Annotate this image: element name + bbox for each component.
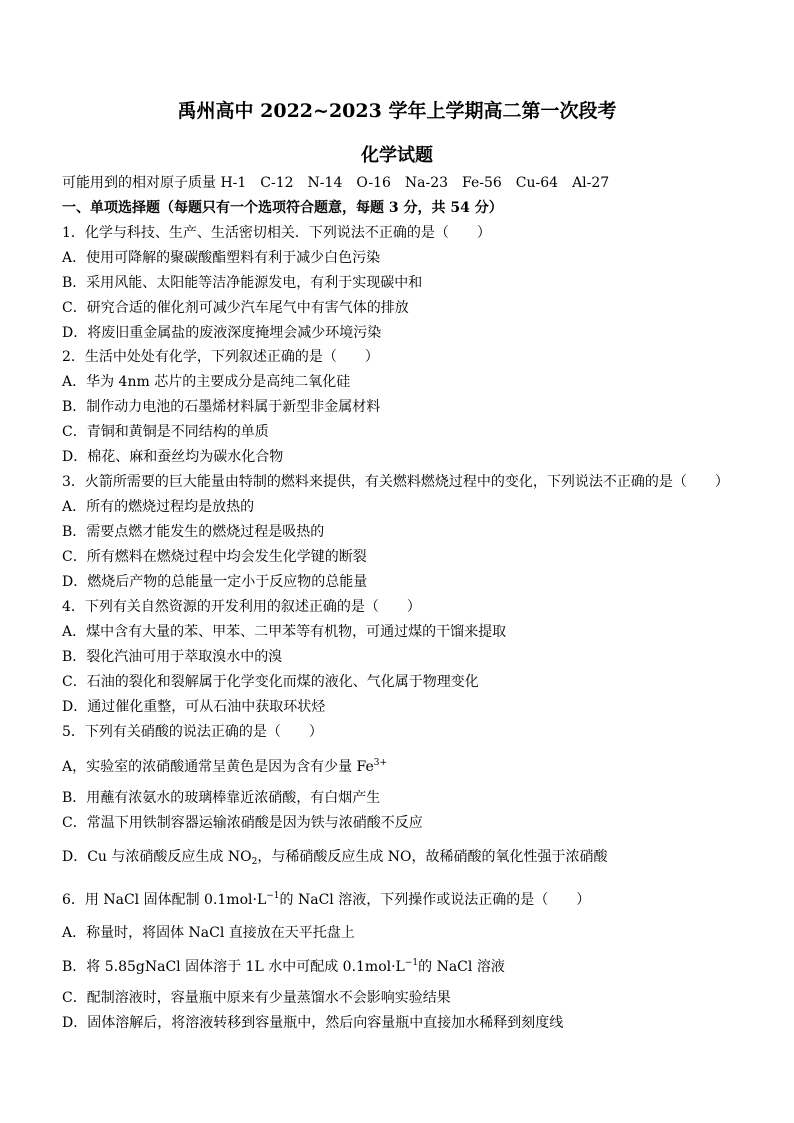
question-1-option-c: C．研究合适的催化剂可减少汽车尾气中有害气体的排放 xyxy=(62,300,409,316)
question-1-option-d: D．将废旧重金属盐的废液深度掩埋会减少环境污染 xyxy=(62,325,382,341)
question-6-option-d: D．固体溶解后，将溶液转移到容量瓶中，然后向容量瓶中直接加水稀释到刻度线 xyxy=(62,1015,564,1031)
question-6-option-a: A．称量时，将固体 NaCl 直接放在天平托盘上 xyxy=(62,925,355,941)
question-6-option-c: C．配制溶液时，容量瓶中原来有少量蒸馏水不会影响实验结果 xyxy=(62,990,451,1006)
charge-superscript: 3+ xyxy=(373,758,388,768)
question-3-option-b: B．需要点燃才能发生的燃烧过程是吸热的 xyxy=(62,524,325,540)
question-4-option-d: D．通过催化重整，可从石油中获取环状烃 xyxy=(62,699,326,715)
unit-superscript: −1 xyxy=(266,891,280,901)
question-6-stem-pre: 6．用 NaCl 固体配制 0.1mol·L xyxy=(62,892,267,908)
question-5-option-d-post: ，与稀硝酸反应生成 NO，故稀硝酸的氧化性强于浓硝酸 xyxy=(257,849,608,865)
question-2-stem: 2．生活中处处有化学，下列叙述正确的是（ ） xyxy=(62,349,379,365)
question-6-option-b-pre: B．将 5.85gNaCl 固体溶于 1L 水中可配成 0.1mol·L xyxy=(62,959,405,975)
question-2-option-b: B．制作动力电池的石墨烯材料属于新型非金属材料 xyxy=(62,399,381,415)
question-1-stem: 1．化学与科技、生产、生活密切相关．下列说法不正确的是（ ） xyxy=(62,225,491,241)
question-5-option-c: C．常温下用铁制容器运输浓硝酸是因为铁与浓硝酸不反应 xyxy=(62,815,423,831)
question-2-option-c: C．青铜和黄铜是不同结构的单质 xyxy=(62,424,269,440)
atomic-masses-note: 可能用到的相对原子质量 H-1 C-12 N-14 O-16 Na-23 Fe-56 Cu-64 Al-27 xyxy=(62,175,610,191)
question-6-option-b xyxy=(62,958,742,976)
question-3-stem: 3．火箭所需要的巨大能量由特制的燃料来提供，有关燃料燃烧过程中的变化，下列说法不正确的是（ ） xyxy=(62,474,729,490)
question-3-option-d: D．燃烧后产物的总能量一定小于反应物的总能量 xyxy=(62,574,368,590)
question-1-option-b: B．采用风能、太阳能等洁净能源发电，有利于实现碳中和 xyxy=(62,275,423,291)
question-6-option-b-post: 的 NaCl 溶液 xyxy=(418,959,505,975)
question-3-option-c: C．所有燃料在燃烧过程中均会发生化学键的断裂 xyxy=(62,549,367,565)
question-4-stem: 4．下列有关自然资源的开发利用的叙述正确的是（ ） xyxy=(62,599,421,615)
question-5-stem: 5．下列有关硝酸的说法正确的是（ ） xyxy=(62,724,323,740)
question-3-option-a: A．所有的燃烧过程均是放热的 xyxy=(62,499,255,515)
section-heading: 一、单项选择题（每题只有一个选项符合题意，每题 3 分，共 54 分） xyxy=(62,200,503,216)
exam-title: 禹州高中 2022~2023 学年上学期高二第一次段考 xyxy=(177,100,617,122)
question-5-option-d xyxy=(62,848,742,866)
question-4-option-c: C．石油的裂化和裂解属于化学变化而煤的液化、气化属于物理变化 xyxy=(62,674,479,690)
question-4-option-b: B．裂化汽油可用于萃取溴水中的溴 xyxy=(62,649,283,665)
question-4-option-a: A．煤中含有大量的苯、甲苯、二甲苯等有机物，可通过煤的干馏来提取 xyxy=(62,624,507,640)
question-5-option-d-pre: D．Cu 与浓硝酸反应生成 NO xyxy=(62,849,252,865)
exam-subtitle: 化学试题 xyxy=(361,145,433,166)
question-5-option-a xyxy=(62,758,742,776)
unit-superscript: −1 xyxy=(404,958,419,968)
question-5-option-b: B．用蘸有浓氨水的玻璃棒靠近浓硝酸，有白烟产生 xyxy=(62,790,381,806)
question-6-stem xyxy=(62,891,742,909)
question-1-option-a: A．使用可降解的聚碳酸酯塑料有利于减少白色污染 xyxy=(62,250,381,266)
question-5-option-a-text: A，实验室的浓硝酸通常呈黄色是因为含有少量 Fe xyxy=(62,759,374,775)
formula-subscript: 2 xyxy=(251,857,258,867)
question-2-option-a: A．华为 4nm 芯片的主要成分是高纯二氧化硅 xyxy=(62,374,351,390)
question-2-option-d: D．棉花、麻和蚕丝均为碳水化合物 xyxy=(62,449,284,465)
question-6-stem-post: 的 NaCl 溶液，下列操作或说法正确的是（ ） xyxy=(279,892,591,908)
